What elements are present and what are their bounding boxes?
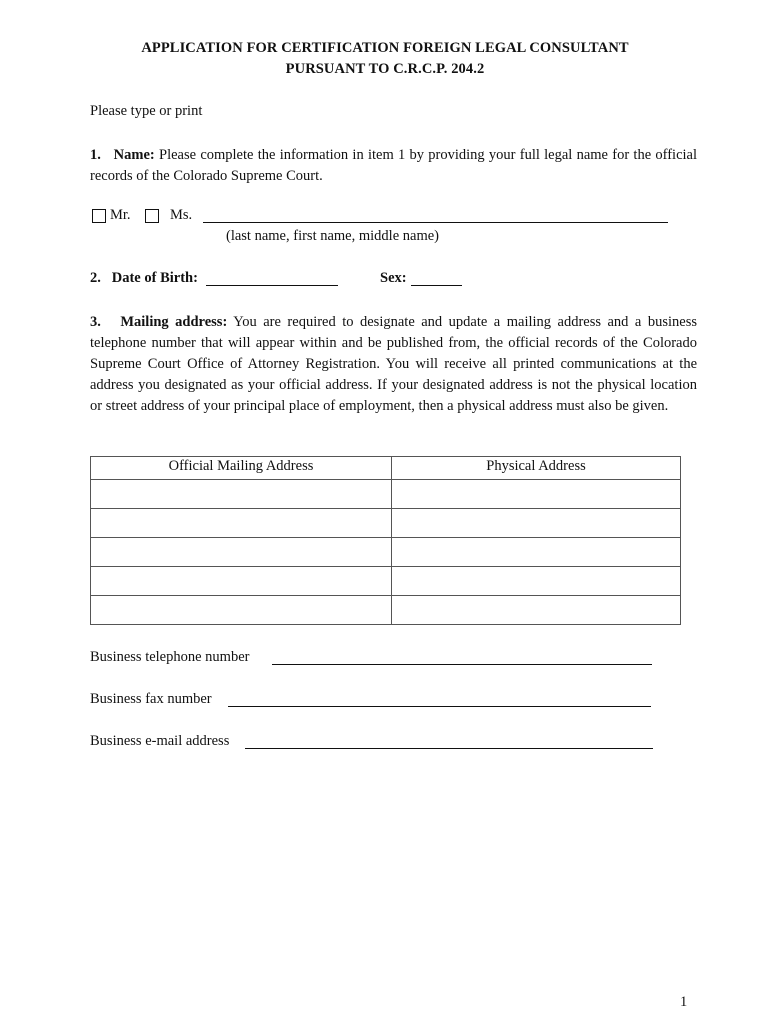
business-fax-label: Business fax number (90, 691, 212, 707)
sex-field[interactable] (411, 285, 462, 286)
item3-text: You are required to designate and update a mailing address and a business telephone number that will appear within and be published from, the official records of the Colorado Supreme Court Office of Attorney Registration. You will receive all printed communications at the address you designated as your official address. If your designated address is not the physical location or street address of your principal place of employment, then a physical address must also be given. (90, 314, 697, 414)
table-row (91, 596, 681, 625)
document-title-line2: PURSUANT TO C.R.C.P. 204.2 (285, 61, 485, 77)
name-field-hint: (last name, first name, middle name) (226, 228, 439, 244)
item3-label: Mailing address: (120, 314, 228, 330)
mr-checkbox[interactable] (92, 209, 106, 223)
document-title-line1: APPLICATION FOR CERTIFICATION FOREIGN LEGAL CONSULTANT (141, 40, 629, 56)
physical-address-cell[interactable] (392, 596, 681, 625)
ms-label: Ms. (170, 207, 193, 223)
physical-address-header: Physical Address (392, 457, 681, 480)
official-mailing-address-header: Official Mailing Address (91, 457, 392, 480)
mr-label: Mr. (110, 207, 131, 223)
mailing-address-cell[interactable] (91, 480, 392, 509)
business-phone-field[interactable] (272, 664, 652, 665)
table-row (91, 509, 681, 538)
item3-number: 3. (90, 314, 101, 330)
page-number: 1 (680, 994, 688, 1010)
item2-dob-row (90, 270, 198, 287)
instructions-text: Please type or print (90, 103, 203, 119)
physical-address-cell[interactable] (392, 480, 681, 509)
item2-number: 2. (90, 270, 101, 286)
item1-text: Please complete the information in item 1 by providing your full legal name for the official records of the Colorado Supreme Court. (90, 147, 698, 184)
item1-number: 1. (90, 147, 101, 163)
mailing-address-cell[interactable] (91, 509, 392, 538)
business-fax-field[interactable] (228, 706, 651, 707)
dob-label: Date of Birth: (111, 270, 198, 286)
item1-label: Name: (113, 147, 155, 163)
physical-address-cell[interactable] (392, 567, 681, 596)
dob-field[interactable] (206, 285, 338, 286)
address-table-header-row (91, 457, 681, 480)
business-phone-label: Business telephone number (90, 649, 250, 665)
sex-label: Sex: (380, 270, 407, 286)
mailing-address-cell[interactable] (91, 567, 392, 596)
mailing-address-cell[interactable] (91, 596, 392, 625)
business-email-label: Business e-mail address (90, 733, 230, 749)
address-table (90, 456, 681, 625)
mailing-address-cell[interactable] (91, 538, 392, 567)
item3-paragraph (90, 312, 697, 417)
physical-address-cell[interactable] (392, 538, 681, 567)
physical-address-cell[interactable] (392, 509, 681, 538)
table-row (91, 567, 681, 596)
business-email-field[interactable] (245, 748, 653, 749)
table-row (91, 538, 681, 567)
table-row (91, 480, 681, 509)
ms-checkbox[interactable] (145, 209, 159, 223)
name-field[interactable] (203, 222, 668, 223)
item1-paragraph (90, 145, 697, 187)
